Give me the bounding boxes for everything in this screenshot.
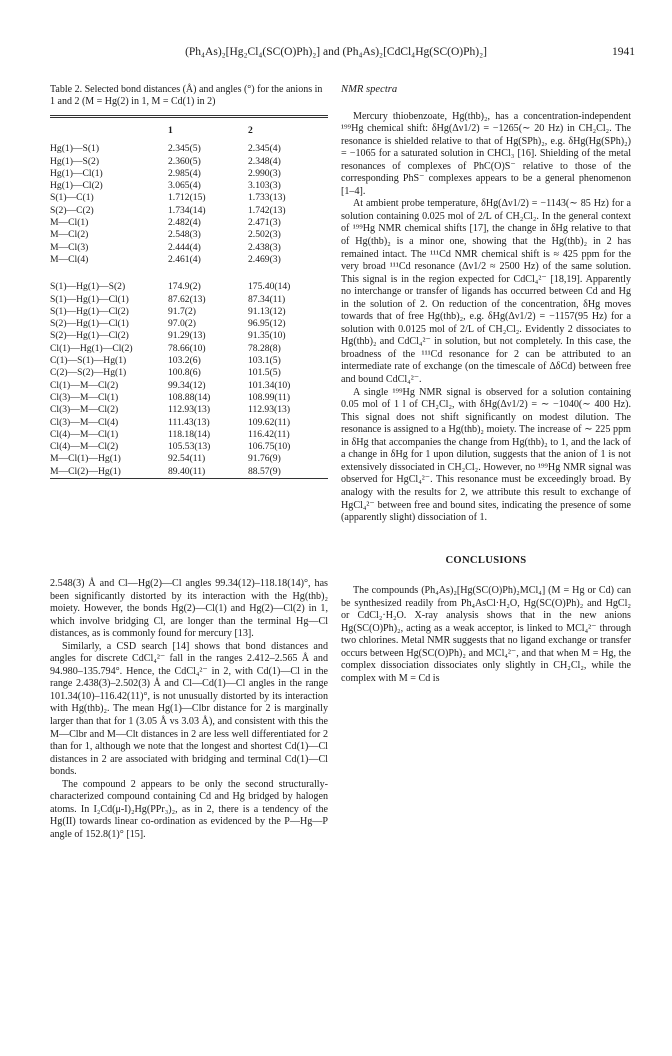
table-cell-label: M—Cl(2)—Hg(1)	[50, 465, 121, 477]
table-cell-value: 108.99(11)	[248, 391, 291, 403]
table-row	[50, 306, 328, 318]
paragraph: At ambient probe temperature, δHg(Δν1/2) = −1143(∼ 85 Hz) for a solution containing 0.025 mol of 2/L of CH₂Cl₂. In the general context of ¹⁹⁹Hg NMR chemical shifts [17], the change in δHg relative to that of Hg(thb)₂ is a minor one, showing that the Hg(thb)₂ in 2 has remained intact. The ¹¹¹Cd NMR chemical shift is ≈ 425 ppm for the very broad ¹¹¹Cd resonance (Δν1/2 ≈ 2500 Hz) of the same solution. This signal is in the region expected for CdCl₄²⁻ [18,19]. Apparently no interchange or transfer of ligands has occurred between Cd and Hg in the solution of 2. On reduction of the concentration, δHg moves towards that of free Hg(thb)₂, e.g. δHg(Δν1/2) = −1157(95 Hz) for a solution with 0.0125 mol of 2/L of CH₂Cl₂. Evidently 2 dissociates to Hg(thb)₂ and CdCl₄²⁻ in solution, but not completely. In this case, the broadness of the ¹¹¹Cd resonance for 2 can be attributed to an intermediate rate of exchange (on the timescale of ΔδCd) between free and bound CdCl₄²⁻.	[341, 198, 631, 386]
table-cell-value: 97.0(2)	[168, 318, 196, 330]
table-cell-label: Cl(3)—M—Cl(2)	[50, 404, 119, 416]
table-cell-value: 2.461(4)	[168, 253, 201, 265]
table-row	[50, 466, 328, 478]
table-cell-value: 2.990(3)	[248, 167, 281, 179]
bond-table	[50, 84, 328, 479]
table-cell-value: 2.360(5)	[168, 155, 201, 167]
table-cell-value: 101.5(5)	[248, 367, 281, 379]
table-cell-label: Cl(3)—M—Cl(1)	[50, 391, 119, 403]
table-row	[50, 205, 328, 217]
table-cell-label: M—Cl(1)	[50, 217, 89, 229]
table-cell-label: Cl(1)—Hg(1)—Cl(2)	[50, 342, 133, 354]
section-heading-nmr: NMR spectra	[341, 84, 398, 95]
table-cell-value: 106.75(10)	[248, 441, 291, 453]
table-cell-value: 91.35(10)	[248, 330, 286, 342]
table-cell-value: 118.18(14)	[168, 428, 211, 440]
table-cell-label: Cl(4)—M—Cl(2)	[50, 441, 119, 453]
running-title: (Ph₄As)₂[Hg₂Cl₄(SC(O)Ph)₂] and (Ph₄As)₂[CdCl₄Hg(SC(O)Ph)₂]	[185, 46, 487, 58]
table-row	[50, 229, 328, 241]
paragraph: Mercury thiobenzoate, Hg(thb)₂, has a concentration-independent ¹⁹⁹Hg chemical shift: δHg(Δν1/2) = −1265(∼ 20 Hz) in CH₂Cl₂. The resonance is shielded relative to that of Hg(SPh)₂, e.g. δHg(Hg(SPh)₂) = −1065 for a saturated solution in CHCl₃ [16]. Shielding of the metal resonances of complexes of PhC(O)S⁻ relative to those of the corresponding PhS⁻ complexes appears to be a general phenomenon [1–4].	[341, 110, 631, 197]
table-cell-value: 2.438(3)	[248, 241, 281, 253]
table-row	[50, 330, 328, 342]
table-cell-value: 175.40(14)	[248, 281, 291, 293]
table-cell-value: 109.62(11)	[248, 416, 291, 428]
table-cell-value: 2.548(3)	[168, 229, 201, 241]
table-row	[50, 168, 328, 180]
table-row	[50, 294, 328, 306]
table-cell-value: 2.345(4)	[248, 143, 281, 155]
table-row	[50, 217, 328, 229]
table-cell-label: Hg(1)—S(2)	[50, 155, 100, 167]
table-cell-label: Hg(1)—S(1)	[50, 143, 100, 155]
table-cell-value: 3.103(3)	[248, 180, 281, 192]
table-cell-label: C(2)—S(2)—Hg(1)	[50, 367, 127, 379]
table-cell-value: 96.95(12)	[248, 318, 286, 330]
table-row	[50, 192, 328, 204]
table-cell-value: 92.54(11)	[168, 453, 206, 465]
column-header-2: 2	[248, 125, 253, 136]
paragraph: The compounds (Ph₄As)₂[Hg(SC(O)Ph)₂MCl₄] (M = Hg or Cd) can be synthesized readily from Ph₄AsCl·H₂O, Hg(SC(O)Ph)₂ and HgCl₂ or CdCl₂·H₂O. X-ray analysis shows that in the new anions Hg(SC(O)Ph)₂, acting as a weak acceptor, is linked to MCl₄²⁻ through two chlorines. Metal NMR suggests that no ligand exchange or transfer occurs between Hg(SC(O)Ph)₂ and MCl₄²⁻, and that when M = Hg, the complex dissociation dissociates only slightly in CH₂Cl₂, while the complex with M = Cd is	[341, 585, 631, 684]
table-cell-value: 108.88(14)	[168, 391, 211, 403]
table-cell-value: 112.93(13)	[168, 404, 211, 416]
table-cell-value: 2.985(4)	[168, 167, 201, 179]
table-cell-value: 2.502(3)	[248, 229, 281, 241]
table-row	[50, 343, 328, 355]
table-row	[50, 392, 328, 404]
table-row	[50, 355, 328, 367]
table-cell-label: M—Cl(3)	[50, 241, 89, 253]
table-cell-value: 87.62(13)	[168, 293, 206, 305]
table-cell-value: 174.9(2)	[168, 281, 201, 293]
table-row	[50, 180, 328, 192]
table-row	[50, 143, 328, 155]
table-cell-value: 91.13(12)	[248, 305, 286, 317]
table-cell-value: 1.734(14)	[168, 204, 206, 216]
table-cell-label: S(2)—Hg(1)—Cl(2)	[50, 330, 129, 342]
table-cell-value: 2.348(4)	[248, 155, 281, 167]
table-cell-value: 103.2(6)	[168, 355, 201, 367]
table-cell-value: 91.29(13)	[168, 330, 206, 342]
table-spacer-row	[50, 266, 328, 281]
table-row	[50, 367, 328, 379]
table-cell-value: 2.471(3)	[248, 217, 281, 229]
table-row	[50, 242, 328, 254]
table-cell-label: S(1)—Hg(1)—Cl(1)	[50, 293, 129, 305]
table-cell-value: 1.742(13)	[248, 204, 286, 216]
table-row	[50, 453, 328, 465]
table-row	[50, 429, 328, 441]
table-cell-label: S(1)—Hg(1)—S(2)	[50, 281, 126, 293]
column-header-1: 1	[168, 125, 173, 136]
table-row	[50, 318, 328, 330]
table-cell-label: S(1)—C(1)	[50, 192, 94, 204]
table-cell-value: 116.42(11)	[248, 428, 290, 440]
table-row	[50, 281, 328, 293]
table-cell-value: 3.065(4)	[168, 180, 201, 192]
table-cell-value: 105.53(13)	[168, 441, 211, 453]
right-column-text	[341, 84, 631, 686]
table-cell-label: C(1)—S(1)—Hg(1)	[50, 355, 127, 367]
table-cell-label: Cl(3)—M—Cl(4)	[50, 416, 119, 428]
table-cell-label: Hg(1)—Cl(1)	[50, 167, 103, 179]
table-cell-value: 99.34(12)	[168, 379, 206, 391]
section-heading-conclusions: CONCLUSIONS	[445, 554, 527, 566]
table-cell-value: 103.1(5)	[248, 355, 281, 367]
table-cell-value: 2.444(4)	[168, 241, 201, 253]
table-cell-value: 78.28(8)	[248, 342, 281, 354]
table-cell-label: M—Cl(4)	[50, 253, 89, 265]
table-cell-value: 112.93(13)	[248, 404, 291, 416]
table-cell-label: S(2)—C(2)	[50, 204, 94, 216]
table-cell-label: S(1)—Hg(1)—Cl(2)	[50, 305, 129, 317]
table-cell-label: Hg(1)—Cl(2)	[50, 180, 103, 192]
table-cell-value: 2.482(4)	[168, 217, 201, 229]
table-bottom-rule	[50, 478, 328, 479]
table-cell-value: 1.733(13)	[248, 192, 286, 204]
table-cell-value: 78.66(10)	[168, 342, 206, 354]
paragraph: Similarly, a CSD search [14] shows that bond distances and angles for discrete CdCl₄²⁻ fall in the ranges 2.412–2.565 Å and 94.980–135.794°. Hence, the CdCl₄²⁻ in 2, with Cd(1)—Cl in the range 2.438(3)–2.502(3) Å and Cl—Cd(1)—Cl angles in the range 101.34(10)–116.42(11)°, is not unusually distorted by its interaction with Hg(thb)₂. The mean Hg(1)—Clbr distance for 2 is marginally larger than that for 1 (3.05 Å vs 3.03 Å), and consistent with this the M—Clbr and M—Clt distances in 2 are less well differentiated for 2 than for 1, although we note that the longest and shortest Cd(1)—Cl distances in 2 are associated with bridging and terminal Cd(1)—Cl bonds.	[50, 640, 328, 778]
table-cell-value: 88.57(9)	[248, 465, 281, 477]
table-cell-value: 111.43(13)	[168, 416, 210, 428]
table-row	[50, 441, 328, 453]
paragraph: A single ¹⁹⁹Hg NMR signal is observed for a solution containing 0.05 mol of 1 l of CH₂Cl₂, with δHg(Δν1/2) = ∼ −1040(∼ 400 Hz). This signal does not shift significantly on modest dilution. The resonance is assigned to a Hg(thb)₂ moiety. The increase of ∼ 225 ppm in δHg that accompanies the change from Hg(thb)₂ to 1, and the lack of a change in δHg for 1 upon dilution, suggests that the anion of 1 is not extensively dissociated in CH₂Cl₂. However, no ¹⁹⁹Hg NMR signal was observed for HgCl₄²⁻. This resonance must be exceedingly broad. By analogy with the results for 2, we attribute this result to exchange of HgCl₄²⁻ between free and bound sites, indicating the presence of some (apparently slight) dissociation of 1.	[341, 386, 631, 524]
table-cell-label: Cl(4)—M—Cl(1)	[50, 428, 119, 440]
table-row	[50, 156, 328, 168]
table-cell-value: 91.7(2)	[168, 305, 196, 317]
table-cell-value: 2.469(3)	[248, 253, 281, 265]
table-cell-label: M—Cl(1)—Hg(1)	[50, 453, 121, 465]
table-cell-label: M—Cl(2)	[50, 229, 89, 241]
table-caption: Table 2. Selected bond distances (Å) and angles (°) for the anions in 1 and 2 (M = Hg(2) in 1, M = Cd(1) in 2)	[50, 84, 323, 107]
table-cell-value: 89.40(11)	[168, 465, 206, 477]
paragraph: 2.548(3) Å and Cl—Hg(2)—Cl angles 99.34(12)–118.18(14)°, has been significantly distorted by its interaction with the Hg(thb)₂ moiety. However, the bonds Hg(2)—Cl(1) and Hg(2)—Cl(2) in 1, which involve bridging Cl, are longer than the terminal Hg—Cl distances, as is commonly found for mercury [13].	[50, 578, 328, 640]
table-cell-label: S(2)—Hg(1)—Cl(1)	[50, 318, 129, 330]
page-number: 1941	[612, 46, 635, 58]
table-cell-value: 101.34(10)	[248, 379, 291, 391]
paragraph: The compound 2 appears to be only the second structurally-characterized compound containing Cd and Hg bridged by halogen atoms. In I₂Cd(μ-I)₂Hg(PPr₃)₂, as in 2, there is a tendency of the Hg(II) towards linear co-ordination as evidenced by the P—Hg—P angle of 152.8(1)° [15].	[50, 778, 328, 840]
table-row	[50, 417, 328, 429]
table-cell-value: 1.712(15)	[168, 192, 206, 204]
table-row	[50, 380, 328, 392]
table-cell-value: 2.345(5)	[168, 143, 201, 155]
table-cell-value: 91.76(9)	[248, 453, 281, 465]
table-cell-label: Cl(1)—M—Cl(2)	[50, 379, 119, 391]
table-cell-value: 100.8(6)	[168, 367, 201, 379]
table-row	[50, 254, 328, 266]
bond-data-table	[50, 118, 328, 478]
table-header-row	[50, 118, 328, 143]
left-column-text	[50, 578, 328, 841]
table-row	[50, 404, 328, 416]
table-cell-value: 87.34(11)	[248, 293, 286, 305]
